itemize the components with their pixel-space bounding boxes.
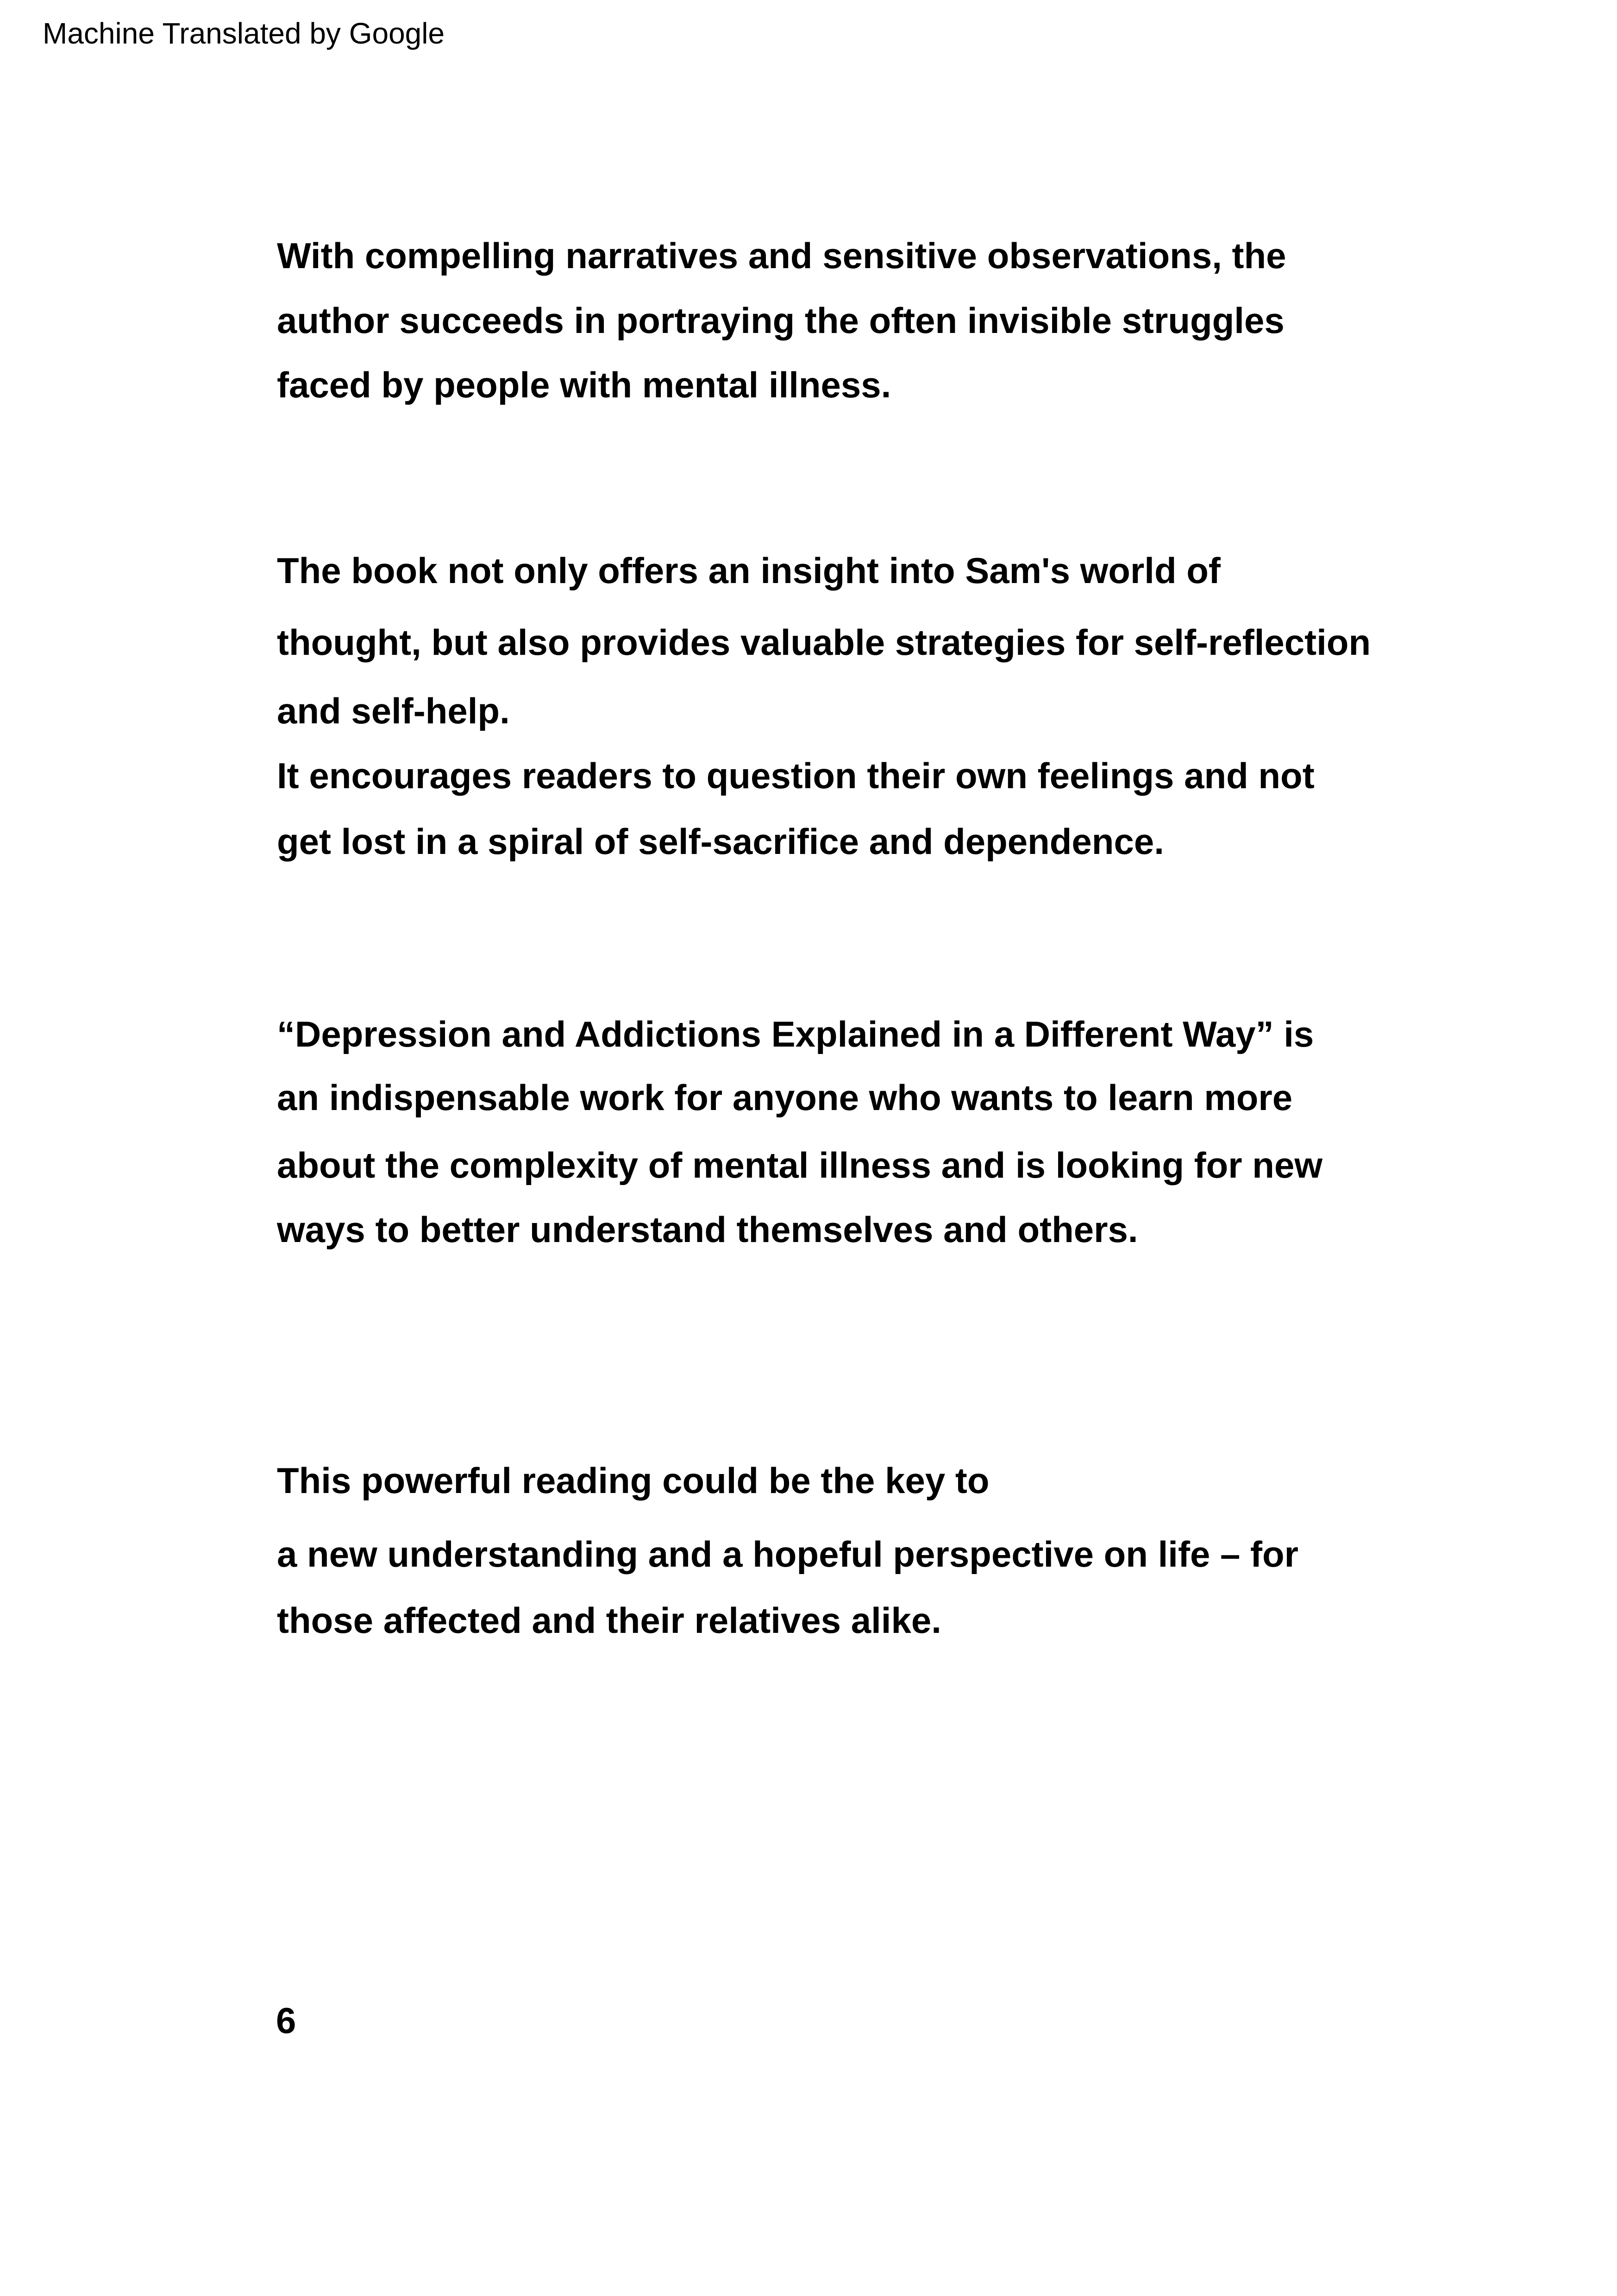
machine-translation-note: Machine Translated by Google — [43, 17, 445, 50]
paragraph-line: and self-help. — [277, 690, 510, 731]
paragraph-line: The book not only offers an insight into Sam's world of — [277, 550, 1221, 591]
paragraph-line: “Depression and Addictions Explained in a Different Way” is — [277, 1014, 1314, 1054]
paragraph-line: get lost in a spiral of self-sacrifice and dependence. — [277, 821, 1164, 862]
paragraph-line: author succeeds in portraying the often invisible struggles — [277, 300, 1285, 341]
paragraph-line: With compelling narratives and sensitive observations, the — [277, 235, 1286, 276]
paragraph-line: those affected and their relatives alike. — [277, 1600, 941, 1641]
page-number: 6 — [276, 2000, 296, 2041]
paragraph-line: about the complexity of mental illness and is looking for new — [277, 1145, 1323, 1186]
paragraph-line: a new understanding and a hopeful perspective on life – for — [277, 1534, 1299, 1575]
paragraph-line: thought, but also provides valuable strategies for self-reflection — [277, 622, 1371, 663]
paragraph-line: faced by people with mental illness. — [277, 364, 891, 405]
paragraph-line: It encourages readers to question their own feelings and not — [277, 755, 1315, 796]
paragraph-line: ways to better understand themselves and others. — [277, 1209, 1138, 1250]
paragraph-line: This powerful reading could be the key to — [277, 1460, 990, 1501]
paragraph-line: an indispensable work for anyone who wants to learn more — [277, 1077, 1293, 1118]
